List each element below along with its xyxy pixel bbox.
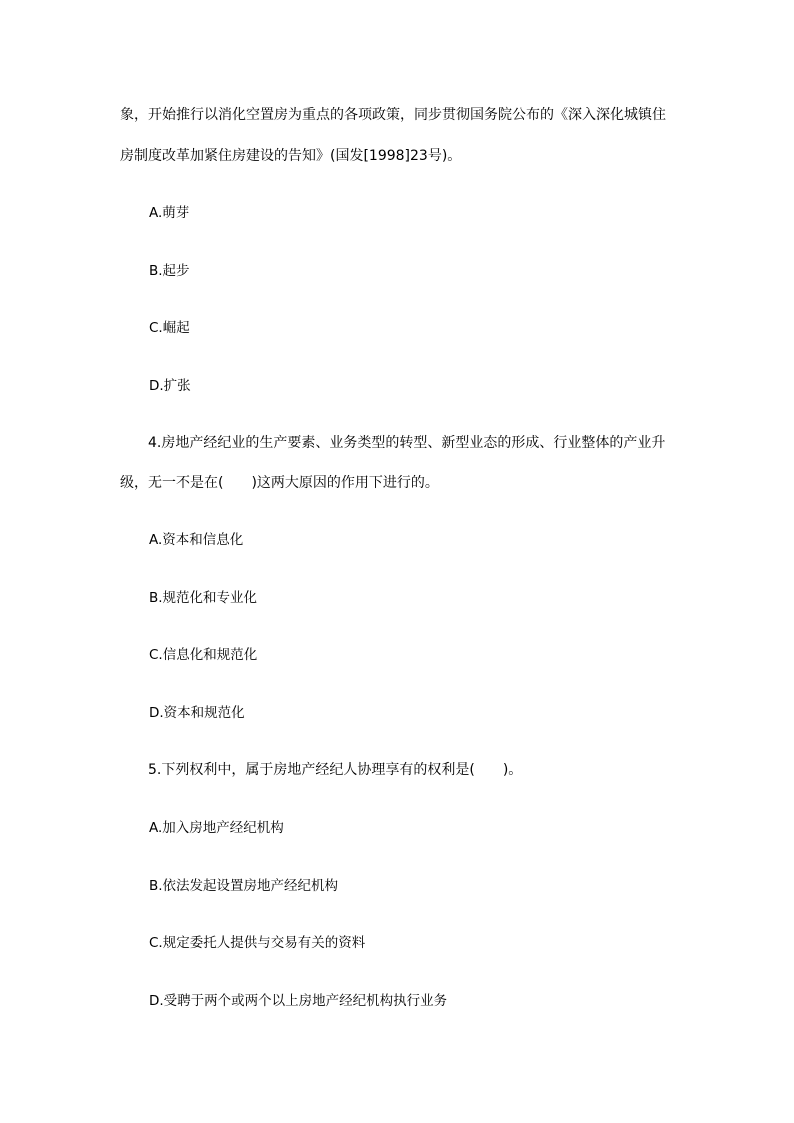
q5-option-a: A.加入房地产经纪机构 xyxy=(149,820,284,836)
q4-option-a: A.资本和信息化 xyxy=(149,532,244,548)
q4-question-line-2: 级，无一不是在( )这两大原因的作用下进行的。 xyxy=(120,475,439,491)
q5-option-b: B.依法发起设置房地产经纪机构 xyxy=(149,878,339,894)
q3-option-a: A.萌芽 xyxy=(149,205,190,221)
q5-question: 5.下列权利中，属于房地产经纪人协理享有的权利是( )。 xyxy=(148,762,523,778)
q3-option-b: B.起步 xyxy=(149,263,190,279)
q5-option-d: D.受聘于两个或两个以上房地产经纪机构执行业务 xyxy=(149,993,448,1009)
q4-question-line-1: 4.房地产经纪业的生产要素、业务类型的转型、新型业态的形成、行业整体的产业升 xyxy=(148,435,666,451)
intro-line-2: 房制度改革加紧住房建设的告知》(国发[1998]23号)。 xyxy=(120,148,462,164)
q3-option-d: D.扩张 xyxy=(149,378,191,394)
q4-option-d: D.资本和规范化 xyxy=(149,705,245,721)
q4-option-c: C.信息化和规范化 xyxy=(149,647,258,663)
q3-option-c: C.崛起 xyxy=(149,320,190,336)
q4-option-b: B.规范化和专业化 xyxy=(149,590,258,606)
q5-option-c: C.规定委托人提供与交易有关的资料 xyxy=(149,935,366,951)
intro-line-1: 象，开始推行以消化空置房为重点的各项政策，同步贯彻国务院公布的《深入深化城镇住 xyxy=(120,107,666,123)
